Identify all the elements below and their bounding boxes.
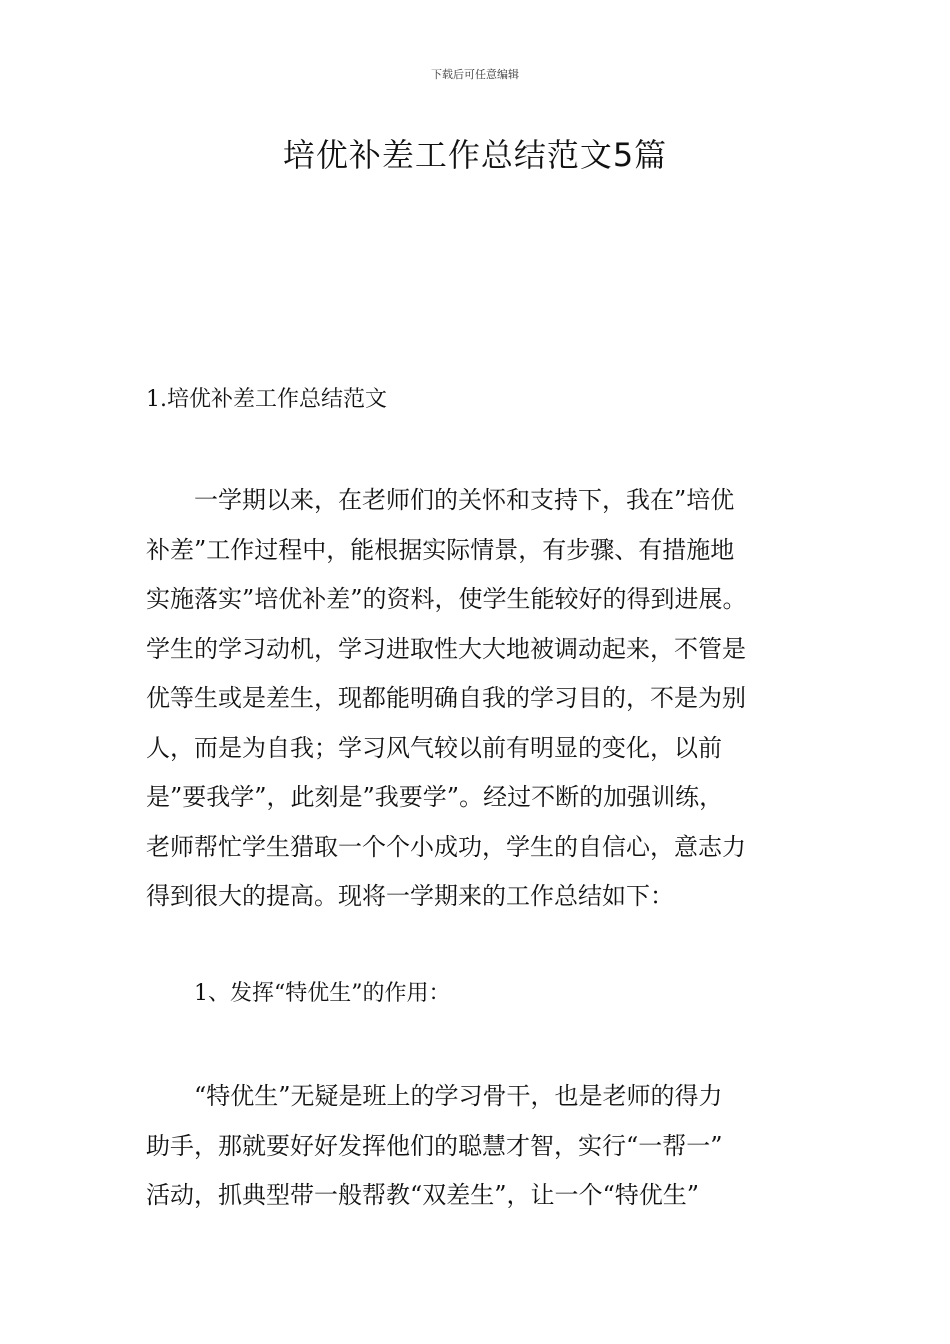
paragraph-line: 补差”工作过程中，能根据实际情景，有步骤、有措施地 bbox=[146, 535, 735, 564]
paragraph-line: 实施落实”培优补差”的资料，使学生能较好的得到进展。 bbox=[146, 585, 747, 613]
paragraph-line: 助手，那就要好好发挥他们的聪慧才智，实行“一帮一” bbox=[146, 1131, 723, 1160]
paragraph-line: 人，而是为自我；学习风气较以前有明显的变化，以前 bbox=[146, 733, 722, 762]
paragraph-line: 是”要我学”，此刻是”我要学”。经过不断的加强训练， bbox=[146, 783, 724, 811]
section-heading: 1.培优补差工作总结范文 bbox=[146, 387, 387, 412]
paragraph-top-students bbox=[146, 1072, 822, 1221]
sub-heading: 1、发挥“特优生”的作用： bbox=[194, 981, 451, 1006]
header-note: 下载后可任意编辑 bbox=[431, 68, 519, 81]
paragraph-line: 活动，抓典型带一般帮教“双差生”，让一个“特优生” bbox=[146, 1181, 700, 1209]
paragraph-line: 优等生或是差生，现都能明确自我的学习目的，不是为别 bbox=[146, 684, 746, 712]
paragraph-line: 得到很大的提高。现将一学期来的工作总结如下： bbox=[146, 882, 674, 910]
paragraph-line: 学生的学习动机，学习进取性大大地被调动起来，不管是 bbox=[146, 634, 746, 663]
paragraph-line: 一学期以来，在老师们的关怀和支持下，我在”培优 bbox=[146, 486, 735, 514]
paragraph-intro bbox=[146, 476, 822, 922]
paragraph-line: “特优生”无疑是班上的学习骨干，也是老师的得力 bbox=[146, 1082, 723, 1110]
document-title: 培优补差工作总结范文5篇 bbox=[282, 136, 668, 174]
paragraph-line: 老师帮忙学生猎取一个个小成功，学生的自信心，意志力 bbox=[146, 832, 746, 861]
